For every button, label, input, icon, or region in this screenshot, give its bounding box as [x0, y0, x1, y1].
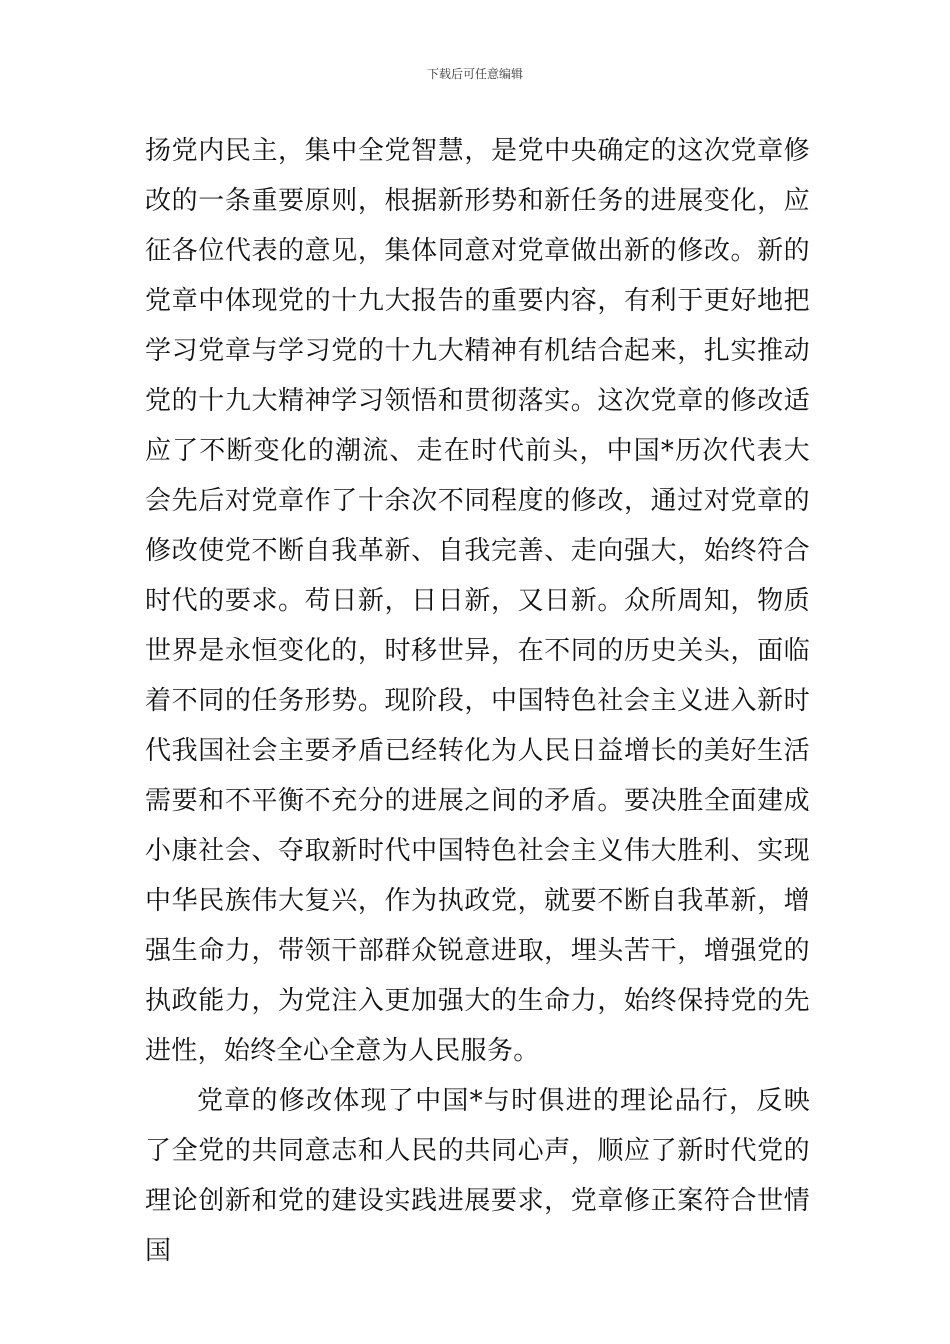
- document-body: [145, 126, 810, 1276]
- body-paragraph-2: 党章的修改体现了中国*与时俱进的理论品行，反映了全党的共同意志和人民的共同心声，顺应了新时代党的理论创新和党的建设实践进展要求，党章修正案符合世情国: [145, 1086, 810, 1266]
- page-header-note: 下载后可任意编辑: [426, 67, 523, 81]
- body-paragraph-1: 扬党内民主，集中全党智慧，是党中央确定的这次党章修改的一条重要原则，根据新形势和新任务的进展变化，应征各位代表的意见，集体同意对党章做出新的修改。新的党章中体现党的十九大报告的重要内容，有利于更好地把学习党章与学习党的十九大精神有机结合起来，扎实推动党的十九大精神学习领悟和贯彻落实。这次党章的修改适应了不断变化的潮流、走在时代前头，中国*历次代表大会先后对党章作了十余次不同程度的修改，通过对党章的修改使党不断自我革新、自我完善、走向强大，始终符合时代的要求。苟日新，日日新，又日新。众所周知，物质世界是永恒变化的，时移世异，在不同的历史关头，面临着不同的任务形势。现阶段，中国特色社会主义进入新时代我国社会主要矛盾已经转化为人民日益增长的美好生活需要和不平衡不充分的进展之间的矛盾。要决胜全面建成小康社会、夺取新时代中国特色社会主义伟大胜利、实现中华民族伟大复兴，作为执政党，就要不断自我革新，增强生命力，带领干部群众锐意进取，埋头苦干，增强党的执政能力，为党注入更加强大的生命力，始终保持党的先进性，始终全心全意为人民服务。: [145, 136, 810, 1066]
